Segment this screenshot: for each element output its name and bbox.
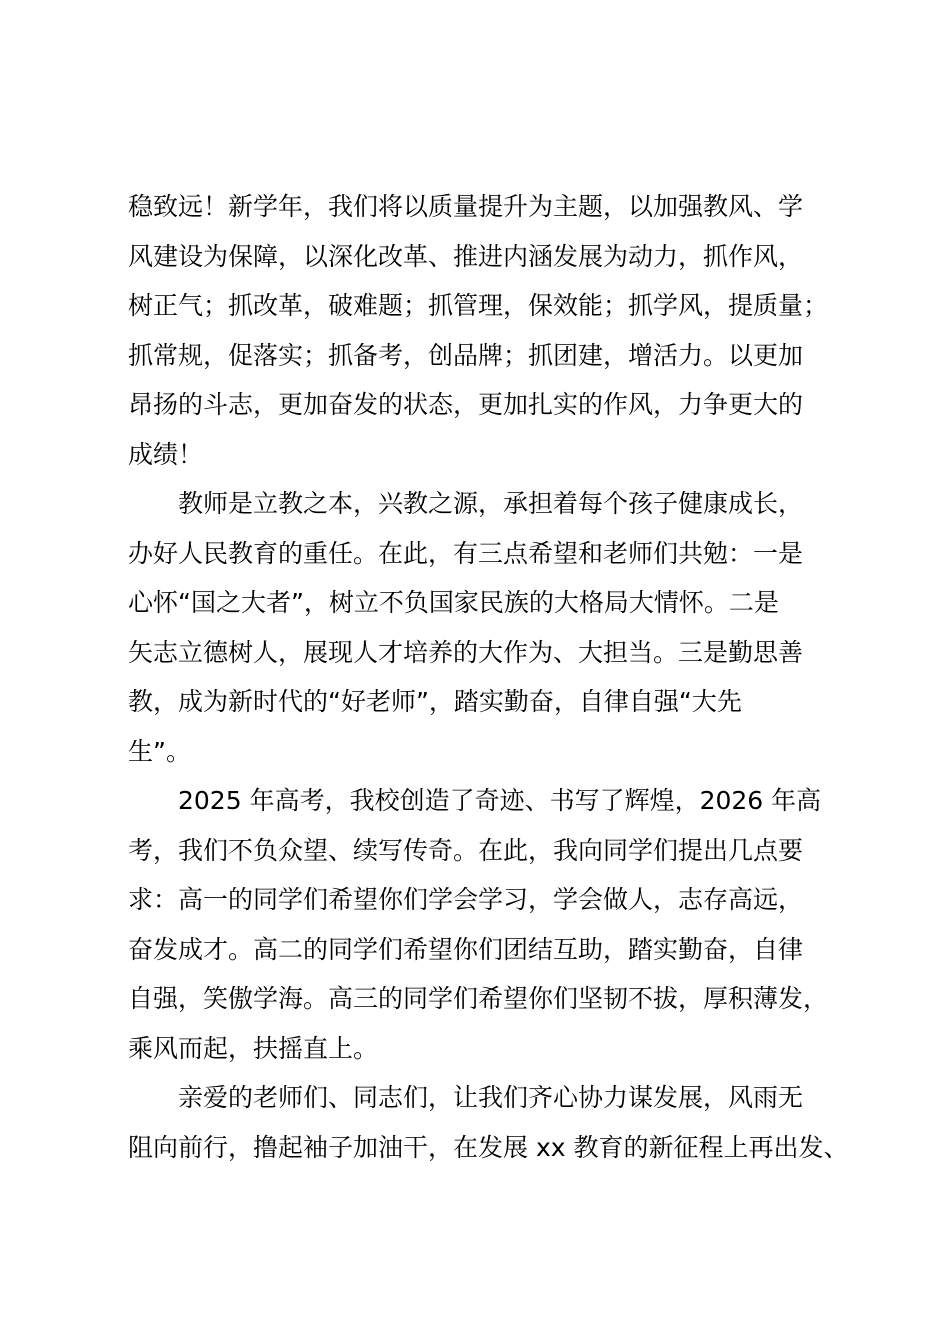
paragraph-3 — [128, 776, 858, 1073]
text-line: 风建设为保障，以深化改革、推进内涵发展为动力，抓作风， — [128, 241, 804, 271]
text-line: 自强，笑傲学海。高三的同学们希望你们坚韧不拔，厚积薄发， — [128, 984, 829, 1013]
text-line: 亲爱的老师们、同志们，让我们齐心协力谋发展，风雨无 — [178, 1083, 804, 1112]
text-line: 昂扬的斗志，更加奋发的状态，更加扎实的作风，力争更大的 — [128, 390, 804, 419]
text-line: 考，我们不负众望、续写传奇。在此，我向同学们提出几点要 — [128, 835, 804, 865]
text-line: 稳致远！新学年，我们将以质量提升为主题，以加强教风、学 — [128, 192, 804, 221]
text-line: 抓常规，促落实；抓备考，创品牌；抓团建，增活力。以更加 — [128, 340, 804, 370]
document-body — [128, 182, 858, 1172]
text-line: 2025 年高考，我校创造了奇迹、书写了辉煌，2026 年高 — [178, 786, 822, 815]
text-line: 办好人民教育的重任。在此，有三点希望和老师们共勉：一是 — [128, 538, 804, 568]
text-line: 心怀“国之大者”，树立不负国家民族的大格局大情怀。二是 — [128, 588, 779, 617]
text-line: 奋发成才。高二的同学们希望你们团结互助，踏实勤奋，自律 — [128, 934, 804, 964]
text-line: 阻向前行，撸起袖子加油干，在发展 xx 教育的新征程上再出发、 — [128, 1132, 849, 1162]
text-line: 矢志立德树人，展现人才培养的大作为、大担当。三是勤思善 — [128, 637, 804, 667]
text-line: 生”。 — [128, 736, 191, 766]
paragraph-4 — [128, 1073, 858, 1172]
text-line: 树正气；抓改革，破难题；抓管理，保效能；抓学风，提质量； — [128, 291, 829, 320]
text-line: 乘风而起，扶摇直上。 — [128, 1033, 379, 1063]
text-line: 教，成为新时代的“好老师”，踏实勤奋，自律自强“大先 — [128, 687, 742, 716]
paragraph-2 — [128, 479, 858, 776]
text-line: 教师是立教之本，兴教之源，承担着每个孩子健康成长， — [178, 489, 804, 518]
paragraph-1 — [128, 182, 858, 479]
text-line: 求：高一的同学们希望你们学会学习，学会做人，志存高远， — [128, 885, 804, 914]
text-line: 成绩！ — [128, 439, 204, 469]
